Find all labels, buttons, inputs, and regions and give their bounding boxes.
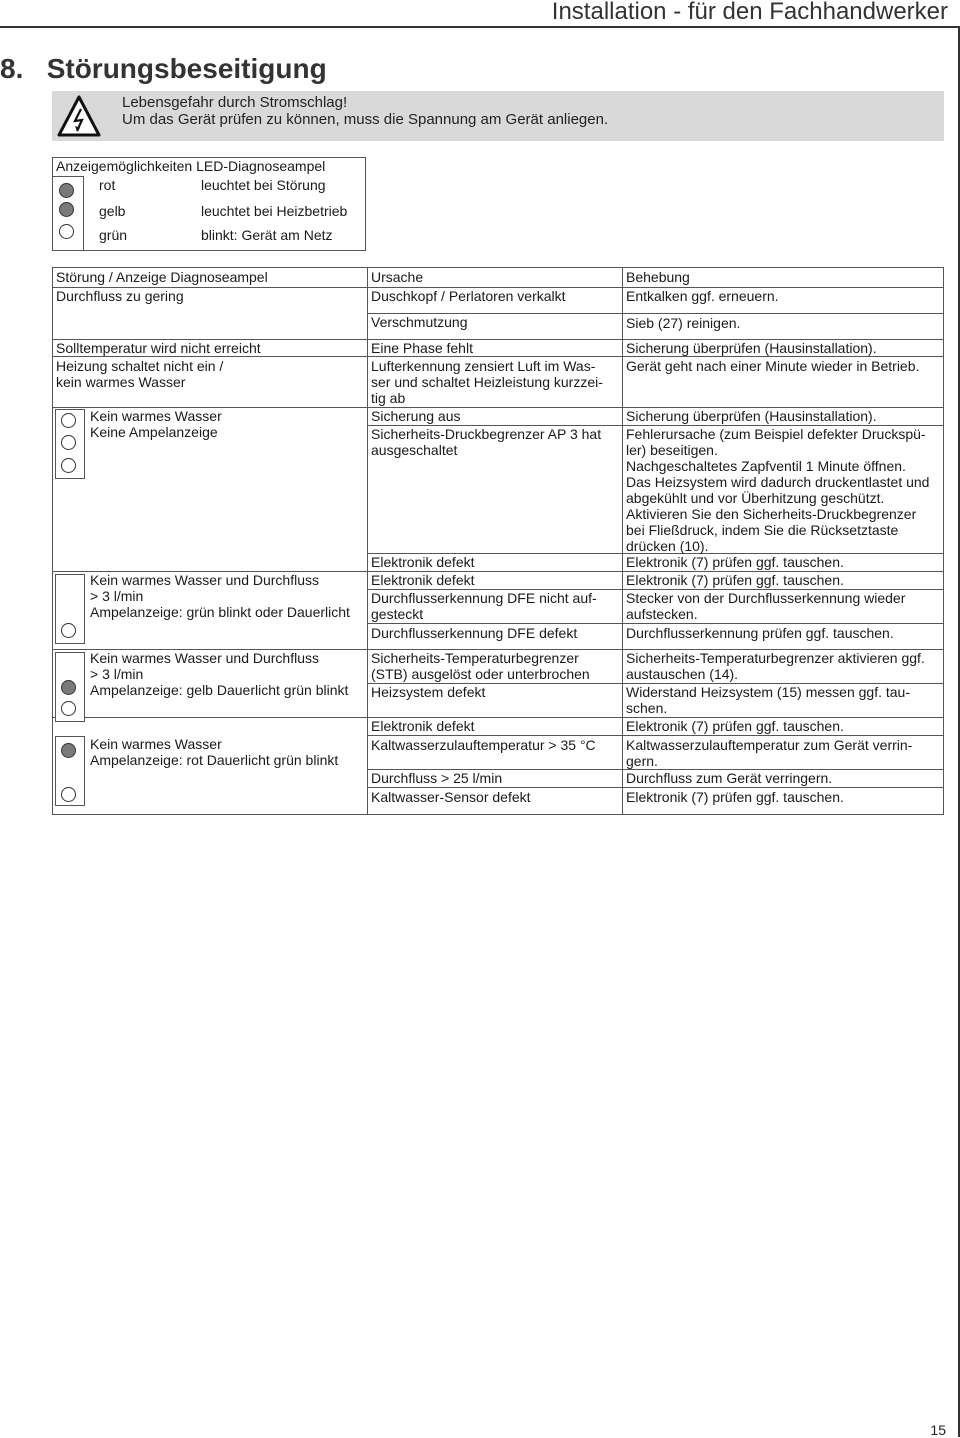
green-led-icon bbox=[61, 701, 76, 716]
cell-cause: Elektronik defekt bbox=[371, 572, 475, 588]
cell-cause: Sicherheits-Temperaturbegrenzer bbox=[371, 650, 579, 666]
cell-fault: > 3 l/min bbox=[90, 588, 144, 604]
cell-remedy: austauschen (14). bbox=[626, 666, 739, 682]
cell-remedy: Gerät geht nach einer Minute wieder in Betrieb. bbox=[626, 358, 920, 374]
cell-cause: gesteckt bbox=[371, 606, 424, 622]
row-divider bbox=[367, 787, 943, 788]
cell-cause: Durchflusserkennung DFE defekt bbox=[371, 625, 578, 641]
green-led-icon bbox=[61, 787, 76, 802]
cell-cause: ser und schaltet Heizleistung kurzzei- bbox=[371, 374, 603, 390]
cell-remedy: Sicherheits-Temperaturbegrenzer aktivieren ggf. bbox=[626, 650, 925, 666]
cell-fault: > 3 l/min bbox=[90, 666, 144, 682]
green-led-icon bbox=[59, 224, 74, 239]
red-led-icon bbox=[61, 743, 76, 758]
cell-fault: kein warmes Wasser bbox=[56, 374, 186, 390]
row-divider bbox=[367, 735, 943, 736]
col-divider-1 bbox=[367, 268, 368, 814]
high-voltage-warning-icon bbox=[56, 94, 102, 138]
legend-desc-red: leuchtet bei Störung bbox=[201, 177, 326, 193]
header-stoerung: Störung / Anzeige Diagnoseampel bbox=[56, 269, 268, 285]
cell-cause: Lufterkennung zensiert Luft im Was- bbox=[371, 358, 596, 374]
cell-remedy: Elektronik (7) prüfen ggf. tauschen. bbox=[626, 572, 844, 588]
cell-fault: Durchfluss zu gering bbox=[56, 288, 184, 304]
red-led-icon bbox=[59, 183, 74, 198]
legend-desc-green: blinkt: Gerät am Netz bbox=[201, 227, 333, 243]
cell-fault: Keine Ampelanzeige bbox=[90, 424, 218, 440]
cell-remedy: gern. bbox=[626, 753, 658, 769]
cell-remedy: Fehlerursache (zum Beispiel defekter Druckspü- bbox=[626, 426, 926, 442]
yellow-led-icon bbox=[61, 435, 76, 450]
warning-line-1: Lebensgefahr durch Stromschlag! bbox=[122, 94, 348, 111]
cell-remedy: abgekühlt und vor Überhitzung geschützt. bbox=[626, 490, 885, 506]
cell-fault: Solltemperatur wird nicht erreicht bbox=[56, 340, 261, 356]
red-led-icon bbox=[61, 413, 76, 428]
legend-desc-yellow: leuchtet bei Heizbetrieb bbox=[201, 203, 348, 219]
cell-cause: Durchfluss > 25 l/min bbox=[371, 770, 503, 786]
cell-remedy: Elektronik (7) prüfen ggf. tauschen. bbox=[626, 554, 844, 570]
green-led-icon bbox=[61, 458, 76, 473]
led-legend bbox=[52, 157, 366, 251]
cell-remedy: ler) beseitigen. bbox=[626, 442, 718, 458]
cell-remedy: Sieb (27) reinigen. bbox=[626, 315, 741, 331]
cell-cause: ausgeschaltet bbox=[371, 442, 458, 458]
cell-remedy: Durchfluss zum Gerät verringern. bbox=[626, 770, 833, 786]
cell-remedy: Elektronik (7) prüfen ggf. tauschen. bbox=[626, 789, 844, 805]
page-header-title: Installation - für den Fachhandwerker bbox=[551, 0, 948, 25]
warning-line-2: Um das Gerät prüfen zu können, muss die Spannung am Gerät anliegen. bbox=[122, 111, 609, 128]
cell-fault: Kein warmes Wasser und Durchfluss bbox=[90, 650, 320, 666]
cell-remedy: Kaltwasserzulauftemperatur zum Gerät verrin- bbox=[626, 737, 913, 753]
cell-cause: Elektronik defekt bbox=[371, 718, 475, 734]
legend-name-red: rot bbox=[99, 177, 116, 193]
cell-fault: Kein warmes Wasser und Durchfluss bbox=[90, 572, 320, 588]
cell-fault: Ampelanzeige: grün blinkt oder Dauerlicht bbox=[90, 604, 350, 620]
cell-fault: Ampelanzeige: rot Dauerlicht grün blinkt bbox=[90, 752, 339, 768]
cell-cause: Elektronik defekt bbox=[371, 554, 475, 570]
cell-fault: Heizung schaltet nicht ein / bbox=[56, 358, 224, 374]
cell-fault: Kein warmes Wasser bbox=[90, 408, 222, 424]
cell-cause: Eine Phase fehlt bbox=[371, 340, 473, 356]
cell-remedy: schen. bbox=[626, 700, 668, 716]
cell-remedy: Aktivieren Sie den Sicherheits-Druckbegrenzer bbox=[626, 506, 917, 522]
cell-remedy: Durchflusserkennung prüfen ggf. tauschen. bbox=[626, 625, 894, 641]
cell-fault: Kein warmes Wasser bbox=[90, 736, 222, 752]
cell-cause: Kaltwasserzulauftemperatur > 35 °C bbox=[371, 737, 596, 753]
cell-remedy: Stecker von der Durchflusserkennung wieder bbox=[626, 590, 906, 606]
yellow-led-icon bbox=[61, 680, 76, 695]
cell-cause: Heizsystem defekt bbox=[371, 684, 486, 700]
cell-remedy: Das Heizsystem wird dadurch druckentlastet und bbox=[626, 474, 930, 490]
cell-remedy: Elektronik (7) prüfen ggf. tauschen. bbox=[626, 718, 844, 734]
cell-remedy: aufstecken. bbox=[626, 606, 698, 622]
cell-cause: (STB) ausgelöst oder unterbrochen bbox=[371, 666, 590, 682]
cell-cause: Verschmutzung bbox=[371, 314, 468, 330]
legend-name-yellow: gelb bbox=[99, 203, 126, 219]
cell-remedy: Widerstand Heizsystem (15) messen ggf. tau- bbox=[626, 684, 910, 700]
cell-remedy: Sicherung überprüfen (Hausinstallation). bbox=[626, 340, 877, 356]
cell-cause: Sicherung aus bbox=[371, 408, 461, 424]
section-title: 8. Störungsbeseitigung bbox=[0, 53, 327, 84]
page-number: 15 bbox=[930, 1422, 946, 1438]
cell-cause: tig ab bbox=[371, 390, 406, 406]
row-divider bbox=[53, 356, 943, 357]
warning-text bbox=[122, 94, 608, 128]
row-divider bbox=[367, 623, 943, 624]
header-rule bbox=[0, 26, 960, 28]
header-behebung: Behebung bbox=[626, 269, 690, 285]
cell-remedy: Nachgeschaltetes Zapfventil 1 Minute öffnen. bbox=[626, 458, 906, 474]
col-divider-2 bbox=[622, 268, 623, 814]
yellow-led-icon bbox=[59, 202, 74, 217]
cell-remedy: Sicherung überprüfen (Hausinstallation). bbox=[626, 408, 877, 424]
cell-remedy: drücken (10). bbox=[626, 538, 709, 554]
legend-name-green: grün bbox=[99, 227, 128, 243]
legend-title: Anzeigemöglichkeiten LED-Diagnoseampel bbox=[56, 158, 326, 174]
cell-fault: Ampelanzeige: gelb Dauerlicht grün blinkt bbox=[90, 682, 349, 698]
cell-cause: Durchflusserkennung DFE nicht auf- bbox=[371, 590, 597, 606]
green-led-icon bbox=[61, 623, 76, 638]
cell-remedy: bei Fließdruck, indem Sie die Rücksetztaste bbox=[626, 522, 899, 538]
cell-remedy: Entkalken ggf. erneuern. bbox=[626, 288, 779, 304]
troubleshooting-table bbox=[52, 267, 944, 815]
header-ursache: Ursache bbox=[371, 269, 424, 285]
cell-cause: Kaltwasser-Sensor defekt bbox=[371, 789, 531, 805]
cell-cause: Sicherheits-Druckbegrenzer AP 3 hat bbox=[371, 426, 602, 442]
cell-cause: Duschkopf / Perlatoren verkalkt bbox=[371, 288, 566, 304]
